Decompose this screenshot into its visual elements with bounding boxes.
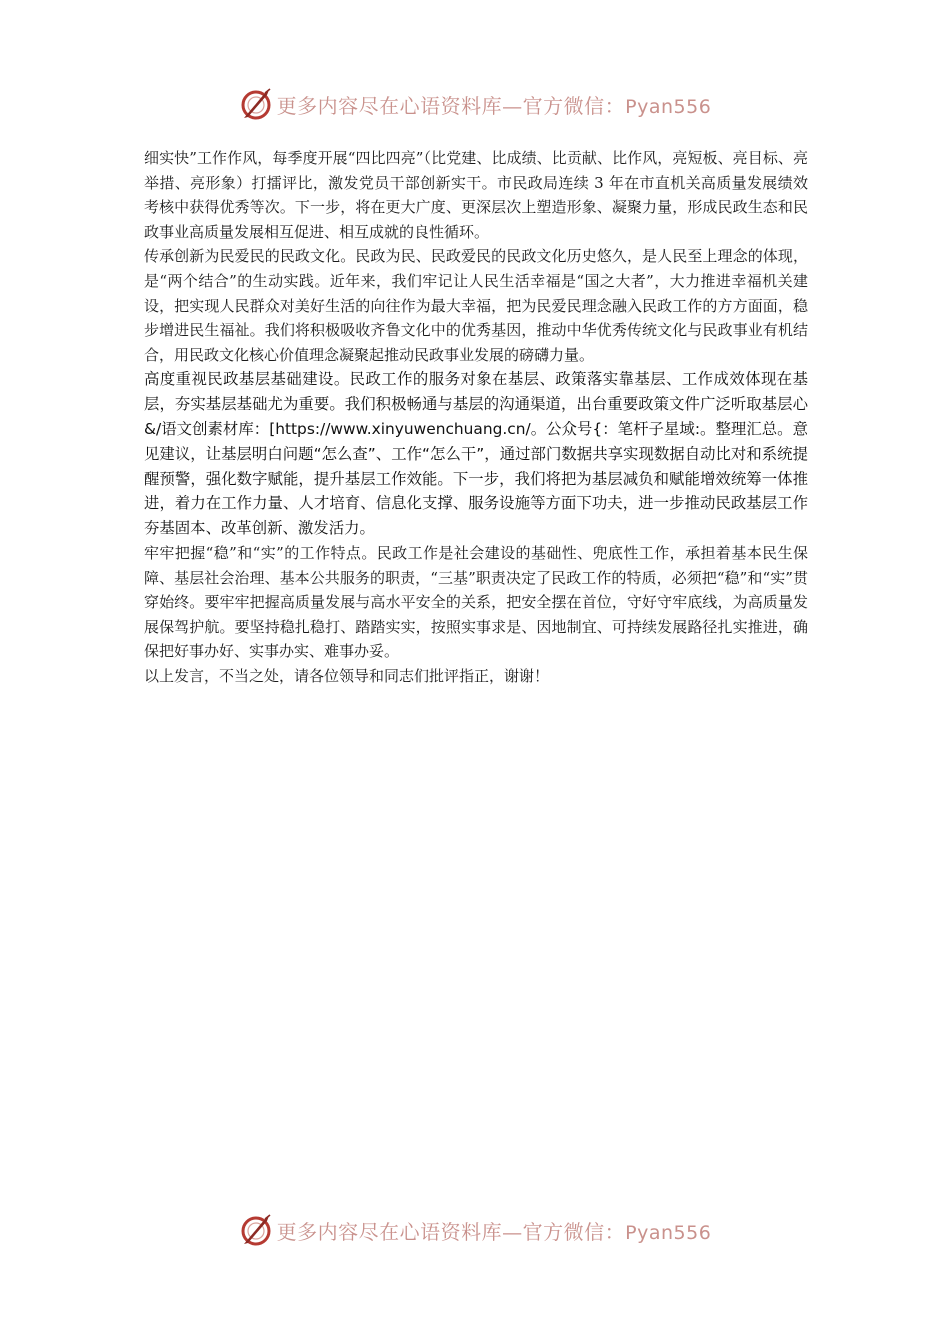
- banner-slogan: 更多内容尽在心语资料库—官方微信：: [276, 93, 626, 118]
- document-body: [144, 146, 808, 688]
- paragraph-closing: 以上发言，不当之处，请各位领导和同志们批评指正，谢谢！: [144, 666, 550, 685]
- paragraph-civil-culture: 传承创新为民爱民的民政文化。民政为民、民政爱民的民政文化历史悠久，是人民至上理念的体现，是“两个结合”的生动实践。近年来，我们牢记让人民生活幸福是“国之大者”，大力推进幸福机关建设，把实现人民群众对美好生活的向往作为最大幸福，把为民爱民理念融入民政工作的方方面面，稳步增进民生福祉。我们将积极吸收齐鲁文化中的优秀基因，推动中华优秀传统文化与民政事业有机结合，用民政文化核心价值理念凝聚起推动民政事业发展的磅礴力量。: [144, 247, 808, 364]
- quill-pen-logo-icon: [239, 1213, 273, 1247]
- paragraph-stability: 牢牢把握“稳”和“实”的工作特点。民政工作是社会建设的基础性、兜底性工作，承担着基本民生保障、基层社会治理、基本公共服务的职责，“三基”职责决定了民政工作的特质，必须把“稳”和“实”贯穿始终。要牢牢把握高质量发展与高水平安全的关系，把安全摆在首位，守好守牢底线，为高质量发展保驾护航。要坚持稳扎稳打、踏踏实实，按照实事求是、因地制宜、可持续发展路径扎实推进，确保把好事办好、实事办实、难事办妥。: [144, 543, 808, 661]
- quill-pen-logo-icon: [239, 87, 273, 121]
- banner-text: [277, 90, 712, 119]
- banner-wechat-handle: Pyan556: [625, 1221, 712, 1244]
- header-banner: [0, 82, 950, 126]
- paragraph-grassroots: 高度重视民政基层基础建设。民政工作的服务对象在基层、政策落实靠基层、工作成效体现在基层，夯实基层基础尤为重要。我们积极畅通与基层的沟通渠道，出台重要政策文件广泛听取基层心&/语文创素材库：[https://www.xinyuwenchuang.cn/。公众号{：笔杆子星域:。整理汇总。意见建议，让基层明白问题“怎么查”、工作“怎么干”，通过部门数据共享实现数据自动比对和系统提醒预警，强化数字赋能，提升基层工作效能。下一步，我们将把为基层减负和赋能增效统筹一体推进，着力在工作力量、人才培育、信息化支撑、服务设施等方面下功夫，进一步推动民政基层工作夯基固本、改革创新、激发活力。: [144, 370, 808, 538]
- banner-text: [277, 1216, 712, 1245]
- footer-banner: [0, 1208, 950, 1252]
- banner-slogan: 更多内容尽在心语资料库—官方微信：: [276, 1219, 626, 1244]
- paragraph-work-style: 细实快”工作作风，每季度开展“四比四亮”（比党建、比成绩、比贡献、比作风，亮短板、亮目标、亮举措、亮形象）打擂评比，激发党员干部创新实干。市民政局连续 3 年在市直机关高质量发展绩效考核中获得优秀等次。下一步，将在更大广度、更深层次上塑造形象、凝聚力量，形成民政生态和民政事业高质量发展相互促进、相互成就的良性循环。: [144, 149, 808, 241]
- banner-wechat-handle: Pyan556: [625, 95, 712, 118]
